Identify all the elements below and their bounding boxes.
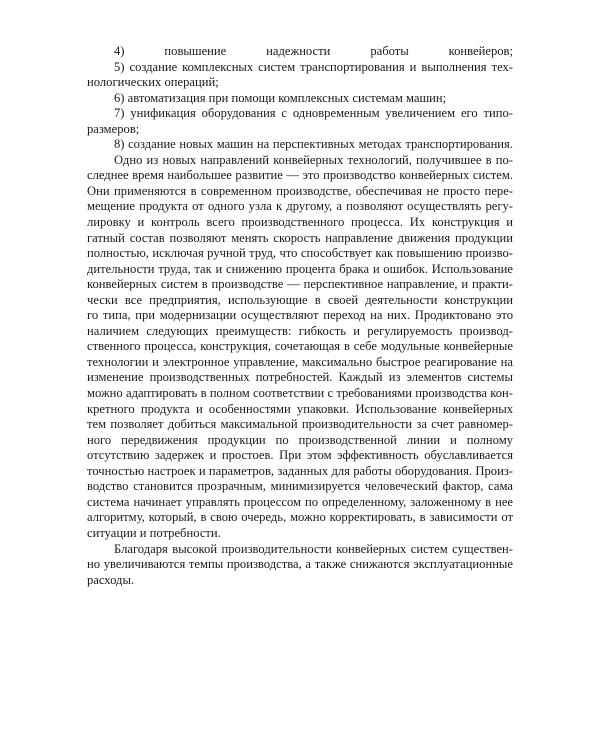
paragraph-line: мещение продукта от одного узла к другому, а позволяют осуществлять регу- bbox=[87, 199, 513, 214]
paragraph-line: лировку и контроль всего производственного процесса. Их конструкция и bbox=[87, 215, 513, 230]
paragraph-line: расходы. bbox=[87, 572, 135, 587]
list-item-4: 4) повышение надежности работы конвейеров; bbox=[114, 44, 513, 58]
paragraph-line: точностью настроек и параметров, заданных для работы оборудования. Произ- bbox=[87, 463, 513, 478]
paragraph-line: но увеличиваются темпы производства, а также снижаются эксплуатационные bbox=[87, 557, 513, 572]
paragraph-line: Благодаря высокой производительности конвейерных систем существен- bbox=[114, 541, 513, 556]
paragraph-line: ситуации и потребности. bbox=[87, 525, 221, 540]
list-item-7: 7) унификация оборудования с одновременным увеличением его типо- bbox=[114, 106, 513, 121]
paragraph-line: го типа, при модернизации осуществляют переход на них. Продиктовано это bbox=[87, 308, 513, 323]
paragraph-line: водство становится прозрачным, минимизируется человеческий фактор, сама bbox=[87, 479, 513, 494]
list-item-6: 6) автоматизация при помощи комплексных системам машин; bbox=[114, 90, 447, 105]
paragraph-line: отсутствию задержек и простоев. При этом эффективность обуславливается bbox=[87, 448, 513, 463]
paragraph-line: полностью, исключая ручной труд, что способствует как повышению произво- bbox=[87, 246, 513, 261]
list-item-5-continuation: нологических операций; bbox=[87, 75, 219, 90]
paragraph-line: можно адаптировать в полном соответствии с требованиями производства кон- bbox=[87, 386, 513, 401]
list-item-7-continuation: размеров; bbox=[87, 121, 140, 136]
paragraph-line: кретного продукта и особенностями упаковки. Использование конвейерных bbox=[87, 401, 513, 416]
paragraph-line: тем позволяет добиться максимальной производительности за счет равномер- bbox=[87, 417, 513, 432]
paragraph-line: чески все предприятия, использующие в своей деятельности конструкции bbox=[87, 292, 513, 307]
list-item-5: 5) создание комплексных систем транспортирования и выполнения тех- bbox=[114, 59, 513, 74]
paragraph-line: ного передвижения продукции по производственной линии и полному bbox=[87, 432, 513, 447]
paragraph-line: ственного процесса, конструкция, сочетающая в себе модульные конвейерные bbox=[87, 339, 513, 354]
paragraph-line: следнее время наибольшее развитие — это производство конвейерных систем. bbox=[87, 168, 513, 183]
paragraph-line: гатный состав позволяют менять скорость направление движения продукции bbox=[87, 230, 513, 245]
list-item-8: 8) создание новых машин на перспективных методах транспортирования. bbox=[114, 137, 513, 152]
paragraph-line: алгоритму, который, в свою очередь, можно корректировать, в зависимости от bbox=[87, 510, 513, 525]
paragraph-line: технологии и электронное управление, максимально быстрое реагирование на bbox=[87, 354, 513, 369]
paragraph-conveyor-systems bbox=[87, 153, 513, 542]
paragraph-line: система начинает управлять процессом по определенному, заложенному в нее bbox=[87, 494, 513, 509]
paragraph-line: Одно из новых направлений конвейерных технологий, получившее в по- bbox=[114, 152, 513, 167]
paragraph-line: конвейерных систем в производстве — перспективное направление, и практи- bbox=[87, 277, 513, 292]
paragraph-line: изменение производственных потребностей. Каждый из элементов системы bbox=[87, 370, 513, 385]
paragraph-line: Они применяются в современном производстве, обеспечивая не просто пере- bbox=[87, 183, 513, 198]
paragraph-line: дительности труда, так и снижению процента брака и ошибок. Использование bbox=[87, 261, 513, 276]
paragraph-line: наличием следующих преимуществ: гибкость и регулируемость производ- bbox=[87, 323, 513, 338]
paragraph-productivity bbox=[87, 542, 513, 589]
page-text bbox=[87, 44, 513, 588]
